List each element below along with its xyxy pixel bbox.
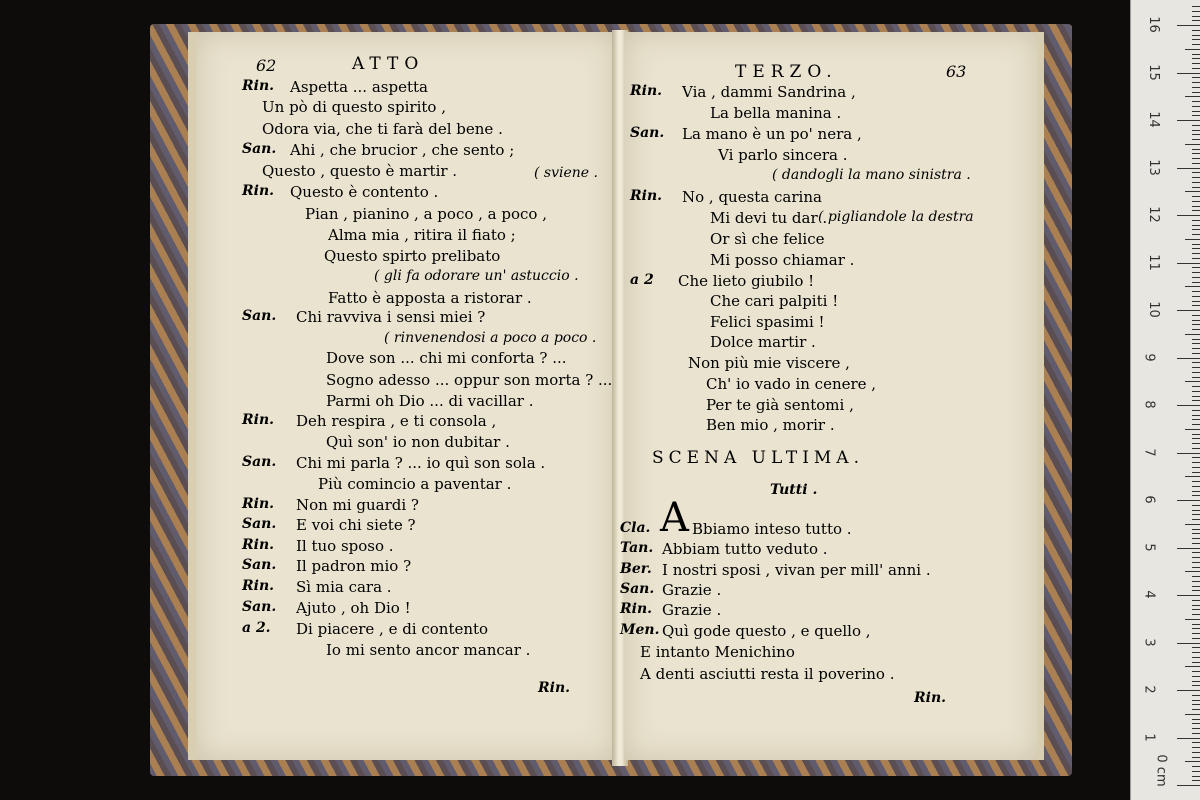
ruler-tick bbox=[1192, 35, 1200, 36]
verse-line: Sogno adesso ... oppur son morta ? ... bbox=[326, 371, 613, 389]
ruler-tick bbox=[1192, 377, 1200, 378]
ruler-tick bbox=[1192, 315, 1200, 316]
ruler-number: 9 bbox=[1141, 352, 1157, 362]
scene-title: SCENA ULTIMA. bbox=[652, 448, 864, 468]
verse-line: Ben mio , morir . bbox=[706, 416, 835, 434]
ruler-tick bbox=[1192, 628, 1200, 629]
ruler-tick bbox=[1192, 396, 1200, 397]
ruler-tick bbox=[1185, 239, 1200, 240]
ruler-tick bbox=[1192, 647, 1200, 648]
ruler-tick bbox=[1192, 723, 1200, 724]
ruler-tick bbox=[1192, 557, 1200, 558]
speaker-label: Rin. bbox=[242, 183, 275, 199]
ruler-tick bbox=[1192, 576, 1200, 577]
verse-line: Per te già sentomi , bbox=[706, 396, 854, 414]
ruler-tick bbox=[1192, 372, 1200, 373]
verse-line: Odora via, che ti farà del bene . bbox=[262, 120, 503, 138]
ruler-tick bbox=[1192, 172, 1200, 173]
ruler-tick bbox=[1192, 514, 1200, 515]
verse-line: I nostri sposi , vivan per mill' anni . bbox=[662, 561, 931, 579]
ruler-tick bbox=[1177, 453, 1200, 454]
verse-line: E intanto Menichino bbox=[640, 643, 795, 661]
ruler-tick bbox=[1177, 548, 1200, 549]
verse-line: Questo spirto prelibato bbox=[324, 247, 501, 265]
ruler-tick bbox=[1192, 685, 1200, 686]
speaker-label: Ber. bbox=[620, 561, 652, 577]
ruler-tick bbox=[1177, 310, 1200, 311]
ruler-tick bbox=[1192, 695, 1200, 696]
ruler-tick bbox=[1192, 348, 1200, 349]
ruler-tick bbox=[1192, 605, 1200, 606]
verse-line: No , questa carina bbox=[682, 188, 822, 206]
ruler-tick bbox=[1192, 248, 1200, 249]
ruler-tick bbox=[1192, 704, 1200, 705]
ruler-tick bbox=[1192, 457, 1200, 458]
verse-line: Io mi sento ancor mancar . bbox=[326, 641, 531, 659]
left-page-number: 62 bbox=[256, 56, 277, 75]
ruler-tick bbox=[1192, 111, 1200, 112]
verse-line: Questo è contento . bbox=[290, 183, 439, 201]
ruler-tick bbox=[1192, 567, 1200, 568]
ruler-tick bbox=[1192, 39, 1200, 40]
ruler-tick bbox=[1192, 495, 1200, 496]
ruler-tick bbox=[1192, 339, 1200, 340]
verse-line: Che cari palpiti ! bbox=[710, 292, 839, 310]
verse-line: Ahi , che brucior , che sento ; bbox=[290, 141, 515, 159]
ruler-tick bbox=[1192, 301, 1200, 302]
ruler-tick bbox=[1192, 87, 1200, 88]
ruler-tick bbox=[1192, 30, 1200, 31]
speaker-label: Rin. bbox=[620, 601, 653, 617]
speaker-label: Tan. bbox=[620, 540, 654, 556]
speaker-label: Rin. bbox=[242, 578, 275, 594]
ruler-tick bbox=[1192, 662, 1200, 663]
ruler-tick bbox=[1185, 334, 1200, 335]
ruler-tick bbox=[1177, 168, 1200, 169]
ruler-tick bbox=[1192, 419, 1200, 420]
ruler-tick bbox=[1192, 229, 1200, 230]
stage-direction: ( rinvenendosi a poco a poco . bbox=[384, 330, 597, 346]
verse-line: Grazie . bbox=[662, 601, 722, 619]
ruler-tick bbox=[1192, 353, 1200, 354]
ruler-tick bbox=[1192, 153, 1200, 154]
scene-cast: Tutti . bbox=[770, 482, 818, 498]
verse-line: A denti asciutti resta il poverino . bbox=[640, 665, 895, 683]
ruler-tick bbox=[1192, 11, 1200, 12]
ruler-tick bbox=[1192, 481, 1200, 482]
ruler-tick bbox=[1192, 201, 1200, 202]
speaker-label: San. bbox=[620, 581, 655, 597]
verse-line: Quì gode questo , e quello , bbox=[662, 622, 871, 640]
right-page-number: 63 bbox=[946, 62, 967, 81]
ruler-tick bbox=[1192, 448, 1200, 449]
ruler-tick bbox=[1185, 191, 1200, 192]
ruler-tick bbox=[1192, 434, 1200, 435]
verse-line: Di piacere , e di contento bbox=[296, 620, 489, 638]
ruler-tick bbox=[1177, 73, 1200, 74]
ruler-tick bbox=[1192, 210, 1200, 211]
verse-line: Dolce martir . bbox=[710, 333, 816, 351]
ruler-tick bbox=[1192, 780, 1200, 781]
verse-line: Il tuo sposo . bbox=[296, 537, 394, 555]
ruler-tick bbox=[1192, 529, 1200, 530]
ruler-tick bbox=[1192, 244, 1200, 245]
speaker-label: Men. bbox=[620, 622, 660, 638]
ruler-tick bbox=[1192, 130, 1200, 131]
ruler-tick bbox=[1192, 681, 1200, 682]
verse-line: Vi parlo sincera . bbox=[718, 146, 848, 164]
ruler-tick bbox=[1192, 139, 1200, 140]
verse-line: Fatto è apposta a ristorar . bbox=[328, 289, 532, 307]
ruler-tick bbox=[1192, 277, 1200, 278]
right-running-header: TERZO. bbox=[735, 62, 838, 82]
ruler-tick bbox=[1192, 400, 1200, 401]
speaker-label: Rin. bbox=[630, 188, 663, 204]
ruler-number: 14 bbox=[1145, 111, 1161, 128]
verse-line: Chi mi parla ? ... io quì son sola . bbox=[296, 454, 546, 472]
ruler-tick bbox=[1192, 220, 1200, 221]
ruler-tick bbox=[1192, 638, 1200, 639]
ruler-tick bbox=[1192, 766, 1200, 767]
verse-line: Bbiamo inteso tutto . bbox=[692, 520, 852, 538]
ruler-number: 5 bbox=[1141, 542, 1157, 552]
ruler-tick bbox=[1185, 429, 1200, 430]
ruler-tick bbox=[1192, 63, 1200, 64]
ruler-tick bbox=[1177, 643, 1200, 644]
speaker-label: San. bbox=[242, 599, 277, 615]
ruler-number: 0 cm bbox=[1153, 754, 1169, 787]
ruler-tick bbox=[1192, 510, 1200, 511]
ruler-tick bbox=[1185, 144, 1200, 145]
ruler-tick bbox=[1192, 728, 1200, 729]
left-catchword: Rin. bbox=[538, 680, 571, 696]
ruler-tick bbox=[1185, 619, 1200, 620]
ruler-tick bbox=[1192, 671, 1200, 672]
verse-line: Questo , questo è martir . bbox=[262, 162, 458, 180]
ruler-tick bbox=[1192, 6, 1200, 7]
ruler-number: 7 bbox=[1141, 447, 1157, 457]
verse-line: Deh respira , e ti consola , bbox=[296, 412, 497, 430]
ruler-tick bbox=[1192, 291, 1200, 292]
ruler-tick bbox=[1192, 771, 1200, 772]
verse-line: Più comincio a paventar . bbox=[318, 475, 512, 493]
ruler-tick bbox=[1192, 177, 1200, 178]
ruler-tick bbox=[1192, 438, 1200, 439]
stage-direction: ( dandogli la mano sinistra . bbox=[772, 167, 971, 183]
verse-line: Quì son' io non dubitar . bbox=[326, 433, 510, 451]
ruler-number: 1 bbox=[1141, 732, 1157, 742]
ruler-tick bbox=[1192, 149, 1200, 150]
ruler-tick bbox=[1192, 538, 1200, 539]
ruler-tick bbox=[1185, 286, 1200, 287]
speaker-label: Rin. bbox=[242, 78, 275, 94]
ruler-tick bbox=[1185, 476, 1200, 477]
ruler-number: 3 bbox=[1141, 637, 1157, 647]
ruler-tick bbox=[1192, 562, 1200, 563]
ruler-tick bbox=[1192, 486, 1200, 487]
ruler-tick bbox=[1192, 258, 1200, 259]
ruler-tick bbox=[1177, 215, 1200, 216]
verse-line: Non mi guardi ? bbox=[296, 496, 419, 514]
verse-line: Alma mia , ritira il fiato ; bbox=[328, 226, 516, 244]
ruler-tick bbox=[1192, 58, 1200, 59]
ruler-tick bbox=[1192, 234, 1200, 235]
ruler-tick bbox=[1192, 633, 1200, 634]
ruler-number: 4 bbox=[1141, 590, 1157, 599]
verse-line: Or sì che felice bbox=[710, 230, 825, 248]
speaker-label: a 2. bbox=[242, 620, 271, 636]
ruler-tick bbox=[1192, 443, 1200, 444]
ruler-tick bbox=[1192, 519, 1200, 520]
ruler-tick bbox=[1192, 472, 1200, 473]
ruler-number: 6 bbox=[1141, 495, 1157, 504]
ruler-tick bbox=[1192, 462, 1200, 463]
ruler-tick bbox=[1185, 96, 1200, 97]
ruler-tick bbox=[1177, 785, 1200, 786]
ruler-tick bbox=[1192, 115, 1200, 116]
speaker-label: Rin. bbox=[242, 412, 275, 428]
verse-line: Dove son ... chi mi conforta ? ... bbox=[326, 349, 567, 367]
verse-line: Abbiam tutto veduto . bbox=[662, 540, 828, 558]
ruler-number: 16 bbox=[1145, 16, 1161, 33]
ruler-tick bbox=[1192, 491, 1200, 492]
stage-direction: ( pigliandole la destra bbox=[818, 209, 974, 225]
ruler-tick bbox=[1192, 282, 1200, 283]
ruler-tick bbox=[1192, 657, 1200, 658]
ruler-tick bbox=[1185, 381, 1200, 382]
ruler-tick bbox=[1177, 595, 1200, 596]
ruler-tick bbox=[1185, 761, 1200, 762]
ruler-tick bbox=[1177, 120, 1200, 121]
ruler-tick bbox=[1192, 77, 1200, 78]
ruler-tick bbox=[1192, 101, 1200, 102]
speaker-label: San. bbox=[242, 516, 277, 532]
ruler-tick bbox=[1177, 358, 1200, 359]
ruler-tick bbox=[1192, 552, 1200, 553]
ruler-tick bbox=[1177, 25, 1200, 26]
ruler-tick bbox=[1192, 757, 1200, 758]
ruler-tick bbox=[1192, 163, 1200, 164]
ruler-tick bbox=[1192, 742, 1200, 743]
ruler-tick bbox=[1192, 590, 1200, 591]
ruler-tick bbox=[1192, 182, 1200, 183]
speaker-label: San. bbox=[630, 125, 665, 141]
verse-line: La mano è un po' nera , bbox=[682, 125, 862, 143]
ruler-tick bbox=[1192, 600, 1200, 601]
ruler-tick bbox=[1192, 68, 1200, 69]
verse-line: Pian , pianino , a poco , a poco , bbox=[305, 205, 547, 223]
ruler-tick bbox=[1192, 362, 1200, 363]
ruler-tick bbox=[1192, 82, 1200, 83]
ruler-tick bbox=[1192, 386, 1200, 387]
verse-line: Il padron mio ? bbox=[296, 557, 412, 575]
ruler-number: 11 bbox=[1145, 253, 1161, 271]
verse-line: La bella manina . bbox=[710, 104, 842, 122]
speaker-label: San. bbox=[242, 141, 277, 157]
ruler-number: 15 bbox=[1145, 63, 1161, 81]
ruler-tick bbox=[1192, 20, 1200, 21]
speaker-label: San. bbox=[242, 557, 277, 573]
verse-line: Un pò di questo spirito , bbox=[262, 98, 446, 116]
stage-direction: ( sviene . bbox=[534, 165, 598, 181]
ruler-tick bbox=[1192, 324, 1200, 325]
ruler-tick bbox=[1192, 391, 1200, 392]
ruler-tick bbox=[1192, 533, 1200, 534]
speaker-label: San. bbox=[242, 454, 277, 470]
ruler-tick bbox=[1192, 187, 1200, 188]
ruler-tick bbox=[1177, 500, 1200, 501]
right-catchword: Rin. bbox=[914, 690, 947, 706]
verse-line: E voi chi siete ? bbox=[296, 516, 416, 534]
ruler-tick bbox=[1185, 524, 1200, 525]
ruler-tick bbox=[1192, 676, 1200, 677]
ruler-number: 8 bbox=[1141, 400, 1157, 409]
ruler-tick bbox=[1192, 343, 1200, 344]
ruler-tick bbox=[1192, 92, 1200, 93]
verse-line: Sì mia cara . bbox=[296, 578, 392, 596]
ruler-tick bbox=[1192, 253, 1200, 254]
verse-line: Grazie . bbox=[662, 581, 722, 599]
ruler-tick bbox=[1192, 44, 1200, 45]
verse-line: Ch' io vado in cenere , bbox=[706, 375, 877, 393]
ruler-tick bbox=[1192, 415, 1200, 416]
ruler-tick bbox=[1177, 738, 1200, 739]
ruler-tick bbox=[1192, 225, 1200, 226]
speaker-label: Rin. bbox=[242, 496, 275, 512]
ruler-tick bbox=[1192, 329, 1200, 330]
ruler-number: 13 bbox=[1145, 158, 1161, 176]
ruler-tick bbox=[1177, 690, 1200, 691]
ruler-tick bbox=[1192, 424, 1200, 425]
ruler-tick bbox=[1192, 776, 1200, 777]
left-running-header: ATTO bbox=[352, 54, 425, 74]
ruler-tick bbox=[1177, 405, 1200, 406]
ruler-tick bbox=[1192, 16, 1200, 17]
verse-line: Che lieto giubilo ! bbox=[678, 272, 815, 290]
ruler-tick bbox=[1192, 125, 1200, 126]
ruler-number: 12 bbox=[1145, 206, 1161, 223]
ruler-tick bbox=[1192, 467, 1200, 468]
verse-line: Mi devi tu dar . bbox=[710, 209, 828, 227]
measuring-ruler bbox=[1130, 0, 1200, 800]
verse-line: Parmi oh Dio ... di vacillar . bbox=[326, 392, 534, 410]
verse-line: Via , dammi Sandrina , bbox=[682, 83, 856, 101]
ruler-tick bbox=[1192, 709, 1200, 710]
ruler-tick bbox=[1192, 367, 1200, 368]
stage-direction: ( gli fa odorare un' astuccio . bbox=[374, 268, 579, 284]
ruler-tick bbox=[1192, 581, 1200, 582]
speaker-label: Rin. bbox=[630, 83, 663, 99]
verse-line: Mi posso chiamar . bbox=[710, 251, 855, 269]
ruler-tick bbox=[1192, 624, 1200, 625]
ruler-tick bbox=[1185, 714, 1200, 715]
speaker-label: Cla. bbox=[620, 520, 651, 536]
ruler-tick bbox=[1192, 719, 1200, 720]
verse-line: Ajuto , oh Dio ! bbox=[296, 599, 411, 617]
ruler-tick bbox=[1192, 296, 1200, 297]
speaker-label: Rin. bbox=[242, 537, 275, 553]
ruler-tick bbox=[1192, 614, 1200, 615]
ruler-tick bbox=[1192, 733, 1200, 734]
ruler-tick bbox=[1185, 49, 1200, 50]
ruler-tick bbox=[1192, 320, 1200, 321]
ruler-tick bbox=[1192, 267, 1200, 268]
ruler-tick bbox=[1192, 747, 1200, 748]
ruler-tick bbox=[1192, 305, 1200, 306]
speaker-label: San. bbox=[242, 308, 277, 324]
ruler-tick bbox=[1185, 666, 1200, 667]
ruler-tick bbox=[1192, 652, 1200, 653]
verse-line: Chi ravviva i sensi miei ? bbox=[296, 308, 486, 326]
ruler-tick bbox=[1192, 586, 1200, 587]
ruler-tick bbox=[1192, 206, 1200, 207]
verse-line: Felici spasimi ! bbox=[710, 313, 825, 331]
ruler-tick bbox=[1192, 134, 1200, 135]
ruler-tick bbox=[1177, 263, 1200, 264]
ruler-tick bbox=[1192, 609, 1200, 610]
ruler-tick bbox=[1192, 700, 1200, 701]
ruler-tick bbox=[1192, 410, 1200, 411]
ruler-tick bbox=[1192, 272, 1200, 273]
ruler-tick bbox=[1192, 196, 1200, 197]
speaker-label: a 2 bbox=[630, 272, 654, 288]
verse-line: Aspetta ... aspetta bbox=[290, 78, 428, 96]
ruler-tick bbox=[1192, 543, 1200, 544]
ruler-tick bbox=[1192, 752, 1200, 753]
ruler-number: 10 bbox=[1145, 301, 1161, 318]
drop-cap: A bbox=[660, 495, 689, 541]
ruler-number: 2 bbox=[1141, 685, 1157, 694]
verse-line: Non più mie viscere , bbox=[688, 354, 850, 372]
ruler-tick bbox=[1192, 54, 1200, 55]
ruler-tick bbox=[1185, 571, 1200, 572]
ruler-tick bbox=[1192, 158, 1200, 159]
ruler-tick bbox=[1192, 505, 1200, 506]
ruler-tick bbox=[1192, 106, 1200, 107]
